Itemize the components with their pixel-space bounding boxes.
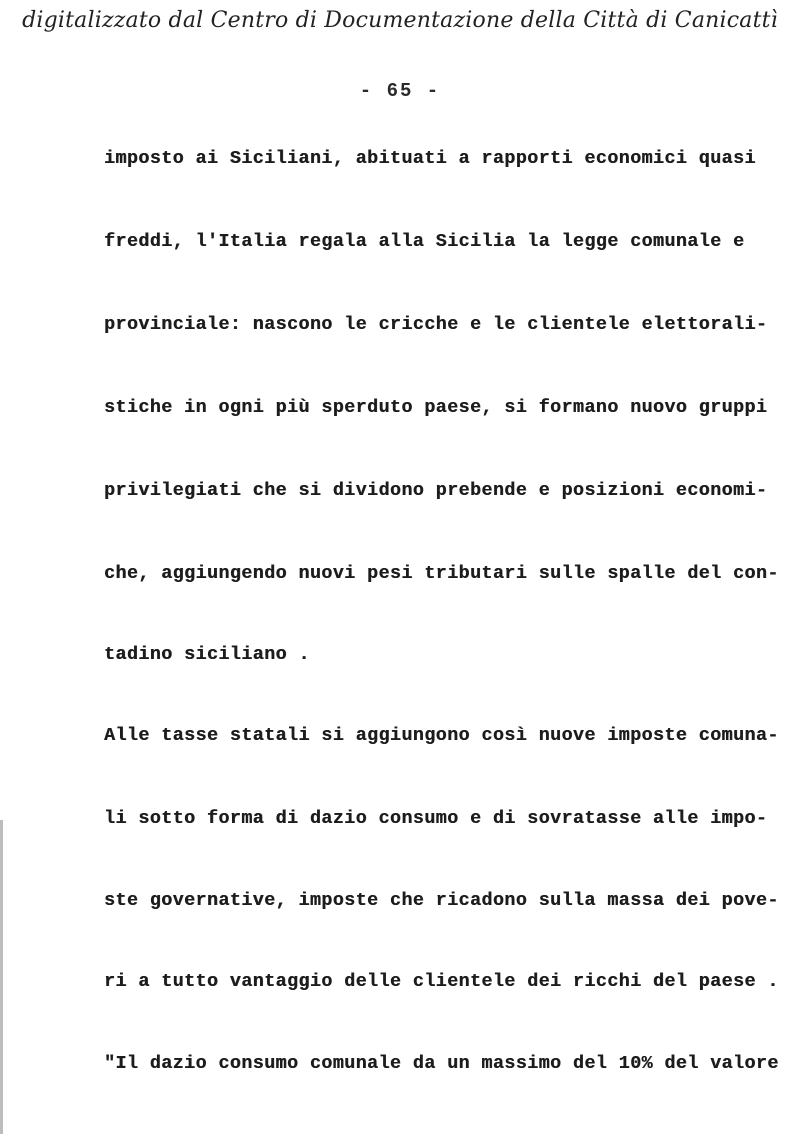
text-line: stiche in ogni più sperduto paese, si formano nuovo gruppi	[104, 397, 768, 418]
text-line: imposto ai Siciliani, abituati a rapporti economici quasi	[104, 148, 756, 169]
digitization-watermark: digitalizzato dal Centro di Documentazione della Città di Canicattì	[22, 8, 778, 33]
text-line: tadino siciliano .	[104, 644, 310, 665]
page-number: - 65 -	[359, 80, 441, 102]
text-line: freddi, l'Italia regala alla Sicilia la legge comunale e	[104, 231, 745, 252]
text-line: provinciale: nascono le cricche e le clientele elettorali-	[104, 314, 768, 335]
text-line: li sotto forma di dazio consumo e di sovratasse alle impo-	[104, 808, 768, 829]
text-line: ri a tutto vantaggio delle clientele dei ricchi del paese .	[104, 971, 779, 992]
text-line: Alle tasse statali si aggiungono così nuove imposte comuna-	[104, 725, 779, 746]
text-line: che, aggiungendo nuovi pesi tributari sulle spalle del con-	[104, 563, 779, 584]
scan-edge-shadow	[0, 820, 3, 1134]
text-line: privilegiati che si dividono prebende e posizioni economi-	[104, 480, 768, 501]
text-line: "Il dazio consumo comunale da un massimo del 10% del valore	[104, 1053, 779, 1074]
text-line: ste governative, imposte che ricadono sulla massa dei pove-	[104, 890, 779, 911]
